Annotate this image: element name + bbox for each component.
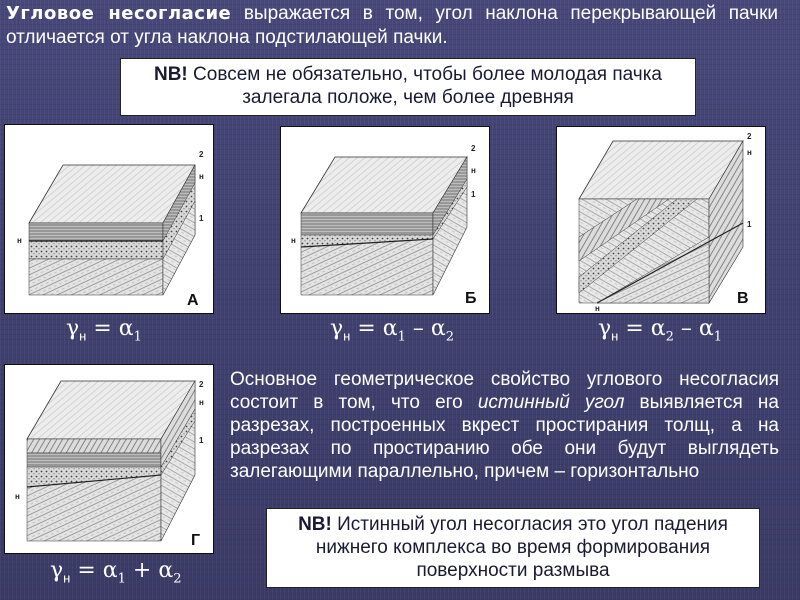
operator: + <box>125 558 159 583</box>
nb-note-top <box>120 58 696 116</box>
nb-label: NB! <box>153 64 188 85</box>
alpha-symbol: α <box>382 316 398 341</box>
panel-letter: А <box>187 292 199 309</box>
alpha-subscript: 1 <box>117 571 126 587</box>
block-diagram-b <box>280 126 490 314</box>
gamma-subscript: н <box>611 328 619 344</box>
operator: – <box>405 316 431 341</box>
label-2: 2 <box>471 144 476 153</box>
equals-sign: = <box>618 316 651 341</box>
equals-sign: = <box>70 558 103 583</box>
alpha-symbol: α <box>650 316 666 341</box>
label-n-top: н <box>747 148 752 157</box>
main-text-italic: истинный угол <box>477 392 625 413</box>
gamma-subscript: н <box>343 328 351 344</box>
alpha-subscript: 1 <box>397 329 406 345</box>
gamma-symbol: γ <box>598 316 612 341</box>
nb-text: Совсем не обязательно, чтобы более молодая пачка залегала положе, чем более древняя <box>187 64 662 108</box>
alpha-subscript-2: 2 <box>445 329 455 345</box>
label-n-top: н <box>199 398 204 407</box>
alpha-symbol: α <box>102 558 118 583</box>
formula-g <box>50 558 181 586</box>
label-1: 1 <box>199 214 204 223</box>
main-text-part1: Основное геометрическое свойство углового несогласия состоит в том, что его <box>230 369 779 413</box>
label-2: 2 <box>747 132 752 141</box>
label-2: 2 <box>199 380 204 389</box>
alpha-symbol: α <box>118 316 134 341</box>
label-1: 1 <box>199 436 204 445</box>
alpha-symbol-2: α <box>158 558 174 583</box>
panel-letter: Г <box>191 532 201 549</box>
label-n-left: н <box>595 304 600 313</box>
gamma-subscript: н <box>63 570 71 586</box>
block-diagram-v <box>556 126 766 314</box>
formula-b <box>330 316 454 344</box>
equals-sign: = <box>86 316 119 341</box>
label-n-left: н <box>15 492 20 501</box>
nb-text: Истинный угол несогласия это угол падения нижнего комплекса во время формирования поверхности размыва <box>315 514 728 581</box>
main-text-part2: выявляется на разрезах, построенных вкрест простирания толщ, а на разрезах по простиранию обе они будут выглядеть залегающими параллельно, причем – горизонтально <box>230 392 779 482</box>
operator: – <box>673 316 699 341</box>
label-1: 1 <box>471 190 476 199</box>
label-2: 2 <box>199 150 204 159</box>
label-n-top: н <box>199 172 204 181</box>
intro-rest: выражается в том, угол наклона перекрывающей пачки отличается от угла наклона подстилающей пачки. <box>6 3 778 48</box>
alpha-subscript-2: 2 <box>173 571 182 587</box>
panel-letter: В <box>737 290 749 307</box>
alpha-symbol-2: α <box>430 316 446 341</box>
block-diagram-a <box>4 124 214 314</box>
label-n-top: н <box>471 166 476 175</box>
block-diagram-g <box>4 364 214 554</box>
gamma-symbol: γ <box>66 316 80 341</box>
formula-a <box>66 316 142 344</box>
intro-text <box>6 2 778 50</box>
main-text <box>230 368 779 483</box>
gamma-symbol: γ <box>330 316 344 341</box>
label-n-left: н <box>291 236 296 245</box>
label-n-left: н <box>17 236 22 245</box>
label-1: 1 <box>747 220 752 229</box>
alpha-symbol-2: α <box>698 316 714 341</box>
gamma-symbol: γ <box>50 558 64 583</box>
intro-term: Угловое несогласие <box>6 3 232 24</box>
nb-label: NB! <box>298 514 332 535</box>
alpha-subscript: 1 <box>133 329 142 345</box>
alpha-subscript-2: 1 <box>713 329 723 345</box>
gamma-subscript: н <box>79 328 87 344</box>
equals-sign: = <box>350 316 383 341</box>
formula-v <box>598 316 722 344</box>
alpha-subscript: 2 <box>665 329 674 345</box>
nb-note-bottom <box>266 508 760 588</box>
panel-letter: Б <box>465 290 477 307</box>
